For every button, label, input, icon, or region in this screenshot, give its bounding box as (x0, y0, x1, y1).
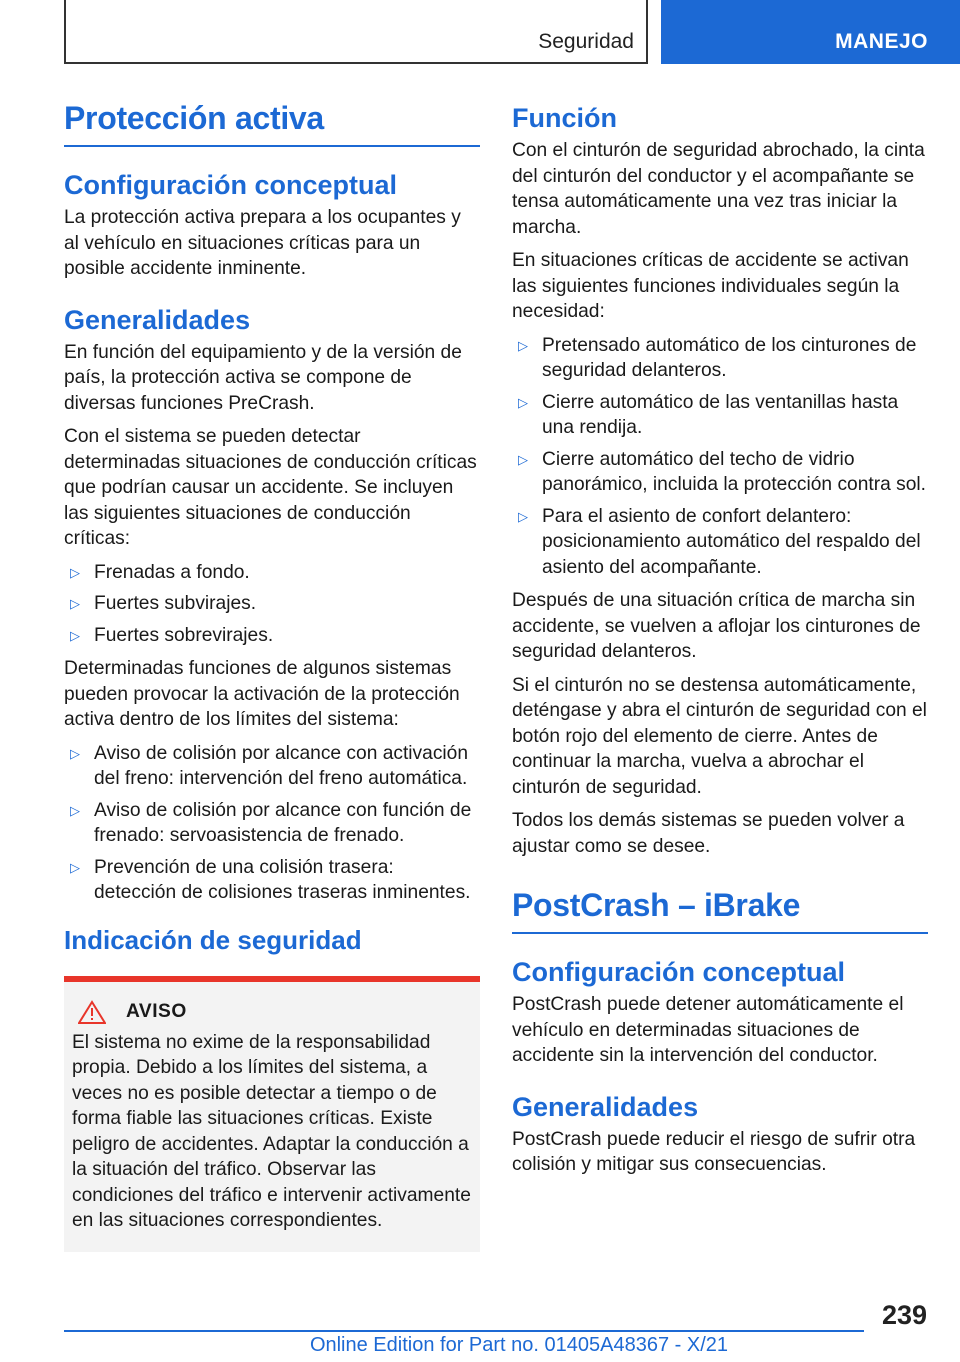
list-item: ▷ Cierre automático del techo de vidrio panorámico, incluida la protección contra sol. (518, 448, 926, 495)
warning-title: AVISO (126, 1000, 187, 1022)
functions-list (512, 333, 928, 581)
list-item: ▷ Aviso de colisión por alcance con función de frenado: servoasistencia de frenado. (70, 799, 472, 846)
footer-divider (64, 1330, 864, 1332)
chapter-tab[interactable]: MANEJO (661, 0, 960, 64)
function-text-1: Con el cinturón de seguridad abrochado, la cinta del cinturón del conductor y el acompañante se tensa automáticamente una vez tras iniciar la marcha. (512, 140, 925, 238)
pc-concept-heading: Configuración conceptual (512, 957, 846, 987)
list-item: ▷ Cierre automático de las ventanillas hasta una rendija. (518, 391, 899, 438)
general-heading: Generalidades (64, 304, 251, 335)
right-column (512, 100, 928, 1186)
footer-edition: Online Edition for Part no. 01405A48367 - X/21 (309, 1334, 728, 1356)
general-text-2: Con el sistema se pueden detectar determinadas situaciones de conducción críticas que podrían causar un accidente. Se incluyen las siguientes situaciones de conducción críticas: (64, 426, 477, 549)
triangle-bullet-icon: ▷ (70, 596, 80, 611)
pc-general-text: PostCrash puede reducir el riesgo de sufrir otra colisión y mitigar sus consecuencias. (512, 1128, 916, 1175)
page-number: 239 (882, 1300, 928, 1330)
header-box (64, 0, 648, 64)
warning-triangle-icon (78, 1000, 106, 1024)
list-item: ▷ Frenadas a fondo. (64, 560, 480, 586)
pc-general-heading: Generalidades (512, 1091, 699, 1122)
systems-list (64, 741, 480, 906)
warning-text: El sistema no exime de la responsabilidad propia. Debido a los límites del sistema, a veces no es posible detectar a tiempo o de forma fiable las situaciones críticas. Existe peligro de accidentes. Adaptar la conducción a la situación del tráfico. Observar las condiciones del tráfico e intervenir activamente en las situaciones correspondientes. (72, 1031, 471, 1231)
triangle-bullet-icon: ▷ (70, 564, 80, 580)
triangle-bullet-icon: ▷ (70, 802, 80, 818)
function-text-2: En situaciones críticas de accidente se activan las siguientes funciones individuales según la necesidad: (512, 250, 909, 322)
warning-header (78, 1000, 472, 1024)
list-item: ▷ Pretensado automático de los cinturones de seguridad delanteros. (518, 334, 917, 381)
triangle-bullet-icon: ▷ (518, 394, 528, 410)
concept-heading: Configuración conceptual (64, 170, 398, 200)
triangle-bullet-icon: ▷ (518, 508, 528, 524)
header-section-title: Seguridad (538, 30, 634, 53)
function-heading: Función (512, 103, 617, 133)
left-column (64, 100, 480, 1252)
list-item: ▷ Fuertes sobrevirajes. (64, 623, 480, 649)
triangle-bullet-icon: ▷ (518, 451, 528, 467)
page-title: Protección activa (64, 100, 480, 147)
after-text-1: Después de una situación crítica de marcha sin accidente, se vuelven a aflojar los cinturones de seguridad delanteros. (512, 590, 921, 662)
pc-concept-text: PostCrash puede detener automáticamente el vehículo en determinadas situaciones de accidente sin la intervención del conductor. (512, 994, 904, 1066)
after-text-3: Todos los demás sistemas se pueden volver a ajustar como se desee. (512, 810, 905, 857)
list-item: ▷ Prevención de una colisión trasera: detección de colisiones traseras inminentes. (70, 856, 471, 903)
triangle-bullet-icon: ▷ (70, 627, 80, 643)
triangle-bullet-icon: ▷ (70, 745, 80, 761)
systems-intro: Determinadas funciones de algunos sistemas pueden provocar la activación de la protección activa dentro de los límites del sistema: (64, 658, 460, 730)
list-item: ▷ Aviso de colisión por alcance con activación del freno: intervención del freno automática. (70, 742, 469, 789)
warning-box (64, 976, 480, 1252)
postcrash-title: PostCrash – iBrake (512, 887, 928, 934)
general-text-1: En función del equipamiento y de la versión de país, la protección activa se compone de diversas funciones PreCrash. (64, 341, 462, 414)
list-item: ▷ Para el asiento de confort delantero: posicionamiento automático del respaldo del asiento del acompañante. (518, 505, 921, 578)
situations-list (64, 560, 480, 649)
concept-text: La protección activa prepara a los ocupantes y al vehículo en situaciones críticas para un posible accidente inminente. (64, 207, 461, 279)
list-item: ▷ Fuertes subvirajes. (64, 591, 480, 617)
after-text-2: Si el cinturón no se destensa automáticamente, deténgase y abra el cinturón de seguridad con el botón rojo del elemento de cierre. Antes de continuar la marcha, vuelva a abrochar el cinturón de seguridad. (512, 674, 927, 798)
safety-heading: Indicación de seguridad (64, 924, 362, 955)
triangle-bullet-icon: ▷ (518, 337, 528, 353)
triangle-bullet-icon: ▷ (70, 859, 80, 875)
